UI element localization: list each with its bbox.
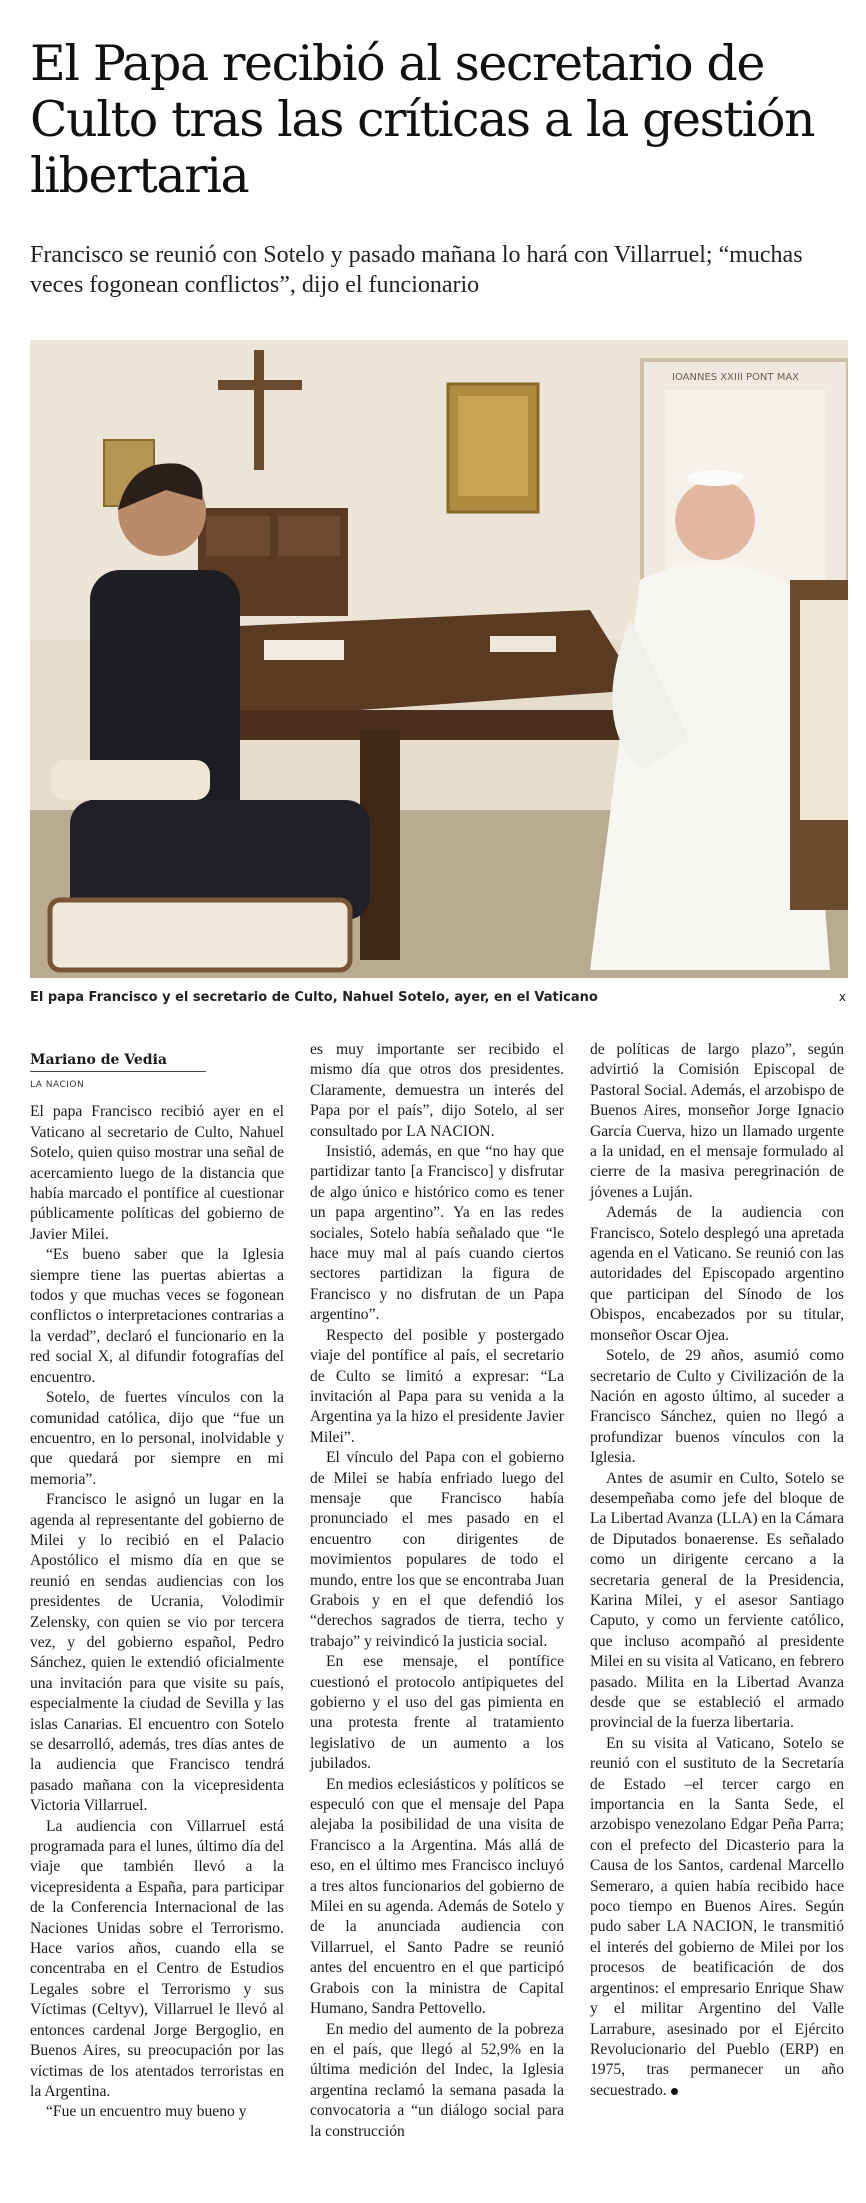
door-inscription: IOANNES XXIII PONT MAX [672, 372, 800, 383]
subheadline: Francisco se reunió con Sotelo y pasado mañana lo hará con Villarruel; “muchas veces fogonean conflictos”, dijo el funcionario [30, 242, 803, 298]
article-end-mark [671, 2088, 678, 2095]
photo-illustration [30, 340, 848, 978]
article-photo [30, 340, 848, 978]
article-column-2 [310, 1040, 564, 2142]
paragraph: En medios eclesiásticos y políticos se especuló con que el mensaje del Papa alejaba la posibilidad de una visita de Francisco a la Argentina. Más allá de eso, en el último mes Francisco incluyó a tres altos funcionarios del gobierno de Milei en su agenda. Además de Sotelo y de la anunciada audiencia con Villarruel, el Santo Padre se reunió antes del encuentro en el que participó Grabois con la ministra de Capital Humano, Sandra Pettovello. [310, 1775, 564, 2018]
headline: El Papa recibió al secretario de Culto tras las críticas a la gestión libertaria [30, 35, 815, 204]
paragraph: En medio del aumento de la pobreza en el país, que llegó al 52,9% en la última medición del Indec, la Iglesia argentina reclamó la semana pasada la convocatoria a “un diálogo social para la construcción [310, 2020, 564, 2140]
paragraph: “Fue un encuentro muy bueno y [46, 2103, 247, 2121]
paragraph: Sotelo, de fuertes vínculos con la comunidad católica, dijo que “fue un encuentro, en lo personal, inolvidable y que quedará por siempre en mi memoria”. [30, 1389, 284, 1488]
paragraph: Francisco le asignó un lugar en la agenda al representante del gobierno de Milei y lo recibió en el Palacio Apostólico el mismo día en que se reunió en sendas audiencias con los presidentes de Ucrania, Volodimir Zelensky, con quien se vio por tercera vez, y del gobierno español, Pedro Sánchez, quien le extendió oficialmente una invitación para que visite su país, especialmente la ciudad de Sevilla y las islas Canarias. El encuentro con Sotelo se desarrolló, además, tres días antes de la audiencia que Francisco tendrá pasado mañana con la vicepresidenta Victoria Villarruel. [30, 1491, 284, 1815]
paragraph: es muy importante ser recibido el mismo día que otros dos presidentes. Claramente, demuestra un interés del Papa por el país”, dijo Sotelo, al ser consultado por LA NACION. [310, 1041, 564, 1140]
caption-mark: x [838, 990, 846, 1004]
photo-caption [30, 988, 848, 1010]
paragraph: de políticas de largo plazo”, según advirtió la Comisión Episcopal de Pastoral Social. Además, el arzobispo de Buenos Aires, monseñor Jorge Ignacio García Cuerva, hizo un llamado urgente a la unidad, en el mensaje formulado al cierre de la masiva peregrinación de jóvenes a Luján. [590, 1041, 844, 1201]
byline-outlet: LA NACION [30, 1080, 85, 1090]
paragraph: El vínculo del Papa con el gobierno de Milei se había enfriado luego del mensaje que Francisco había pronunciado el mes pasado en el encuentro con dirigentes de movimientos populares de todo el mundo, entre los que se encontraba Juan Grabois y en el que defendió los “derechos sagrados de tierra, techo y trabajo” y reivindicó la justicia social. [310, 1449, 564, 1650]
paragraph: En su visita al Vaticano, Sotelo se reunió con el sustituto de la Secretaría de Estado –el tercer cargo en importancia en la Santa Sede, el arzobispo venezolano Edgar Peña Parra; con el prefecto del Dicasterio para la Causa de los Santos, cardenal Marcello Semeraro, a quien había recibido hace poco tiempo en Buenos Aires. Según pudo saber LA NACION, le transmitió el interés del gobierno de Milei por los procesos de beatificación de dos argentinos: el empresario Enrique Shaw y el militar Argentino del Valle Larrabure, asesinado por el Ejército Revolucionario del Pueblo (ERP) en 1975, tras permanecer un año secuestrado. [590, 1734, 844, 2099]
paragraph: Sotelo, de 29 años, asumió como secretario de Culto y Civilización de la Nación en agosto último, al suceder a Francisco Sánchez, quien no llegó a profundizar buenos vínculos con la Iglesia. [590, 1347, 844, 1467]
paragraph: Antes de asumir en Culto, Sotelo se desempeñaba como jefe del bloque de La Libertad Avanza (LLA) en la Cámara de Diputados bonaerense. Es señalado como un dirigente cercano a la secretaria general de la Presidencia, Karina Milei, y el asesor Santiago Caputo, y como un ferviente católico, que incluso acompañó al presidente Milei en su visita al Vaticano, en febrero pasado. Milita en la Libertad Avanza desde que se estableció el armado provincial de la fuerza libertaria. [590, 1469, 844, 1732]
article-column-1 [30, 1050, 284, 2123]
paragraph: Insistió, además, en que “no hay que partidizar tanto [a Francisco] y disfrutar de algo único e histórico como es tener un papa argentino”. Ya en las redes sociales, Sotelo había señalado que “le hace muy mal al país cuando ciertos sectores partidizan la figura de Francisco y no disfrutan de un Papa argentino”. [310, 1143, 564, 1324]
article-column-3 [590, 1040, 844, 2101]
paragraph: El papa Francisco recibió ayer en el Vaticano al secretario de Culto, Nahuel Sotelo, quien quiso mostrar una señal de acercamiento luego de la distancia que había marcado el pontífice al cuestionar públicamente políticas del gobierno de Javier Milei. [30, 1103, 284, 1243]
caption-text: El papa Francisco y el secretario de Culto, Nahuel Sotelo, ayer, en el Vaticano [30, 990, 598, 1005]
paragraph: La audiencia con Villarruel está programada para el lunes, último día del viaje que también llevó a la vicepresidenta a España, para participar de la Conferencia Internacional de las Naciones Unidas sobre el Terrorismo. Hace varios años, cuando ella se concentraba en el Centro de Estudios Legales sobre el Terrorismo y sus Víctimas (Celtyv), Villarruel le llevó al entonces cardenal Jorge Bergoglio, en Buenos Aires, su preocupación por las víctimas de los atentados terroristas en la Argentina. [30, 1817, 284, 2100]
paragraph: “Es bueno saber que la Iglesia siempre tiene las puertas abiertas a todos y que muchas veces se fogonean conflictos o interpretaciones contrarias a la verdad”, declaró el funcionario en la red social X, al difundir fotografías del encuentro. [30, 1246, 284, 1386]
byline-author: Mariano de Vedia [30, 1050, 206, 1072]
paragraph: Respecto del posible y postergado viaje del pontífice al país, el secretario de Culto se limitó a expresar: “La invitación al Papa para su venida a la Argentina ya la hizo el presidente Javier Milei”. [310, 1326, 564, 1446]
paragraph: Además de la audiencia con Francisco, Sotelo desplegó una apretada agenda en el Vaticano. Se reunió con las autoridades del Episcopado argentino que participan del Sínodo de los Obispos, encabezados por su titular, monseñor Oscar Ojea. [590, 1204, 844, 1344]
paragraph: En ese mensaje, el pontífice cuestionó el protocolo antipiquetes del gobierno y el uso del gas pimienta en una protesta frente al tratamiento legislativo de un aumento a los jubilados. [310, 1653, 564, 1773]
